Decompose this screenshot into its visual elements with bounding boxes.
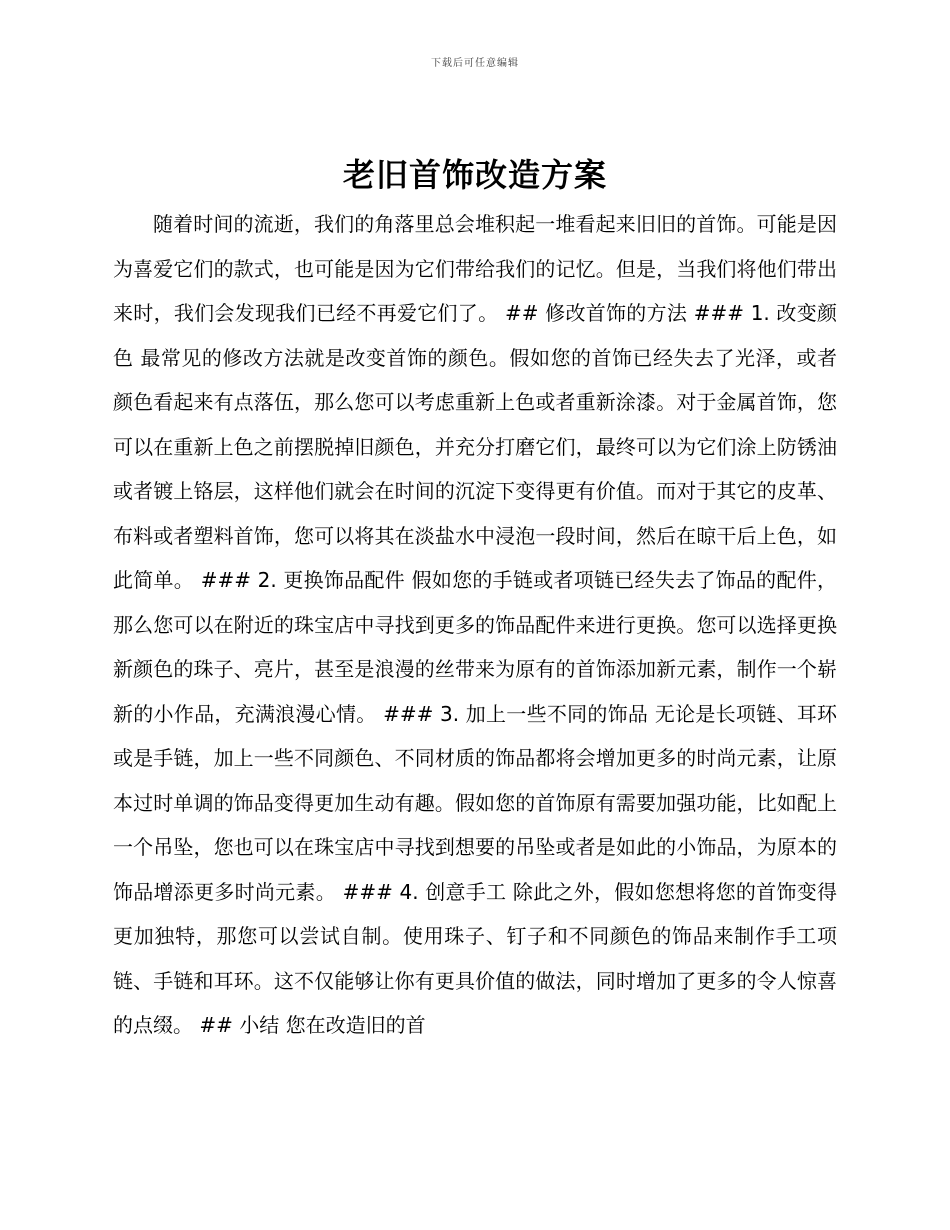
document-body: 随着时间的流逝，我们的角落里总会堆积起一堆看起来旧旧的首饰。可能是因为喜爱它们的款式，也可能是因为它们带给我们的记忆。但是，当我们将他们带出来时，我们会发现我们已经不再爱它们了。 ## 修改首饰的方法 ### 1. 改变颜色 最常见的修改方法就是改变首饰的颜色。假如您的首饰已经失去了光泽，或者颜色看起来有点落伍，那么您可以考虑重新上色或者重新涂漆。对于金属首饰，您可以在重新上色之前摆脱掉旧颜色，并充分打磨它们，最终可以为它们涂上防锈油或者镀上铬层，这样他们就会在时间的沉淀下变得更有价值。而对于其它的皮革、布料或者塑料首饰，您可以将其在淡盐水中浸泡一段时间，然后在晾干后上色，如此简单。 ### 2. 更换饰品配件 假如您的手链或者项链已经失去了饰品的配件，那么您可以在附近的珠宝店中寻找到更多的饰品配件来进行更换。您可以选择更换新颜色的珠子、亮片，甚至是浪漫的丝带来为原有的首饰添加新元素，制作一个崭新的小作品，充满浪漫心情。 ### 3. 加上一些不同的饰品 无论是长项链、耳环或是手链，加上一些不同颜色、不同材质的饰品都将会增加更多的时尚元素，让原本过时单调的饰品变得更加生动有趣。假如您的首饰原有需要加强功能，比如配上一个吊坠，您也可以在珠宝店中寻找到想要的吊坠或者是如此的小饰品，为原本的饰品增添更多时尚元素。 ### 4. 创意手工 除此之外，假如您想将您的首饰变得更加独特，那您可以尝试自制。使用珠子、钉子和不同颜色的饰品来制作手工项链、手链和耳环。这不仅能够让你有更具价值的做法，同时增加了更多的令人惊喜的点缀。 ## 小结 您在改造旧的首 — [113, 212, 837, 1037]
header-note: 下载后可任意编辑 — [431, 58, 519, 69]
document-title: 老旧首饰改造方案 — [342, 156, 607, 194]
